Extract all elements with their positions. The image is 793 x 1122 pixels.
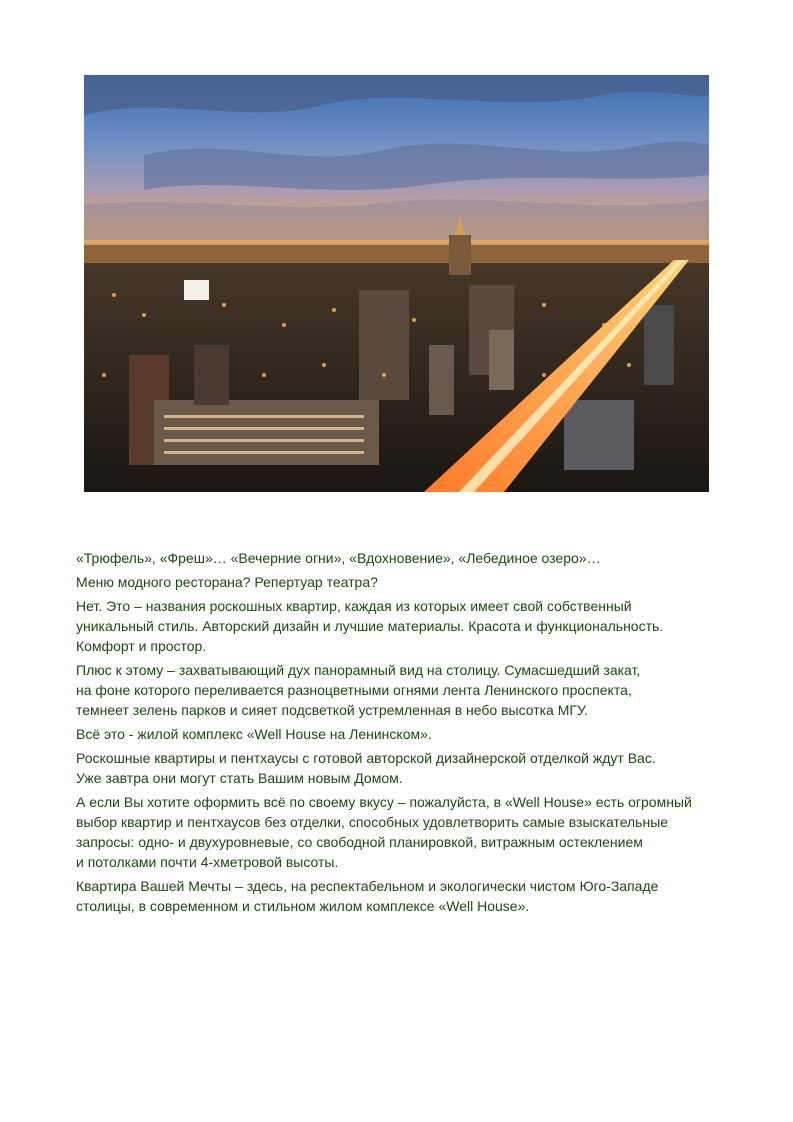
text-line: Плюс к этому – захватывающий дух панорамный вид на столицу. Сумасшедший закат, bbox=[76, 662, 641, 678]
paragraph bbox=[76, 792, 736, 872]
paragraph bbox=[76, 748, 736, 788]
text-line: Роскошные квартиры и пентхаусы с готовой авторской дизайнерской отделкой ждут Вас. bbox=[76, 750, 656, 766]
paragraph bbox=[76, 572, 736, 592]
text-line: Квартира Вашей Мечты – здесь, на респектабельном и экологически чистом Юго-Западе bbox=[76, 878, 659, 894]
city-night-panorama-photo bbox=[84, 75, 709, 492]
paragraph bbox=[76, 660, 736, 720]
text-line: Нет. Это – названия роскошных квартир, каждая из которых имеет свой собственный bbox=[76, 598, 632, 614]
text-line: уникальный стиль. Авторский дизайн и лучшие материалы. Красота и функциональность. bbox=[76, 618, 664, 634]
paragraph bbox=[76, 876, 736, 916]
text-line: на фоне которого переливается разноцветными огнями лента Ленинского проспекта, bbox=[76, 682, 632, 698]
article-body bbox=[76, 548, 736, 920]
text-line: «Трюфель», «Фреш»… «Вечерние огни», «Вдохновение», «Лебединое озеро»… bbox=[76, 550, 601, 566]
text-line: Всё это - жилой комплекс «Well House на Ленинском». bbox=[76, 726, 432, 742]
text-line: столицы, в современном и стильном жилом комплексе «Well House». bbox=[76, 898, 530, 914]
text-line: Комфорт и простор. bbox=[76, 638, 207, 654]
paragraph bbox=[76, 724, 736, 744]
text-line: Уже завтра они могут стать Вашим новым Домом. bbox=[76, 770, 403, 786]
text-line: выбор квартир и пентхаусов без отделки, способных удовлетворить самые взыскательные bbox=[76, 814, 669, 830]
text-line: темнеет зелень парков и сияет подсветкой устремленная в небо высотка МГУ. bbox=[76, 702, 588, 718]
text-line: Меню модного ресторана? Репертуар театра? bbox=[76, 574, 378, 590]
paragraph bbox=[76, 548, 736, 568]
paragraph bbox=[76, 596, 736, 656]
text-line: запросы: одно- и двухуровневые, со свободной планировкой, витражным остеклением bbox=[76, 834, 643, 850]
text-line: А если Вы хотите оформить всё по своему вкусу – пожалуйста, в «Well House» есть огромный bbox=[76, 794, 692, 810]
text-line: и потолками почти 4-хметровой высоты. bbox=[76, 854, 339, 870]
